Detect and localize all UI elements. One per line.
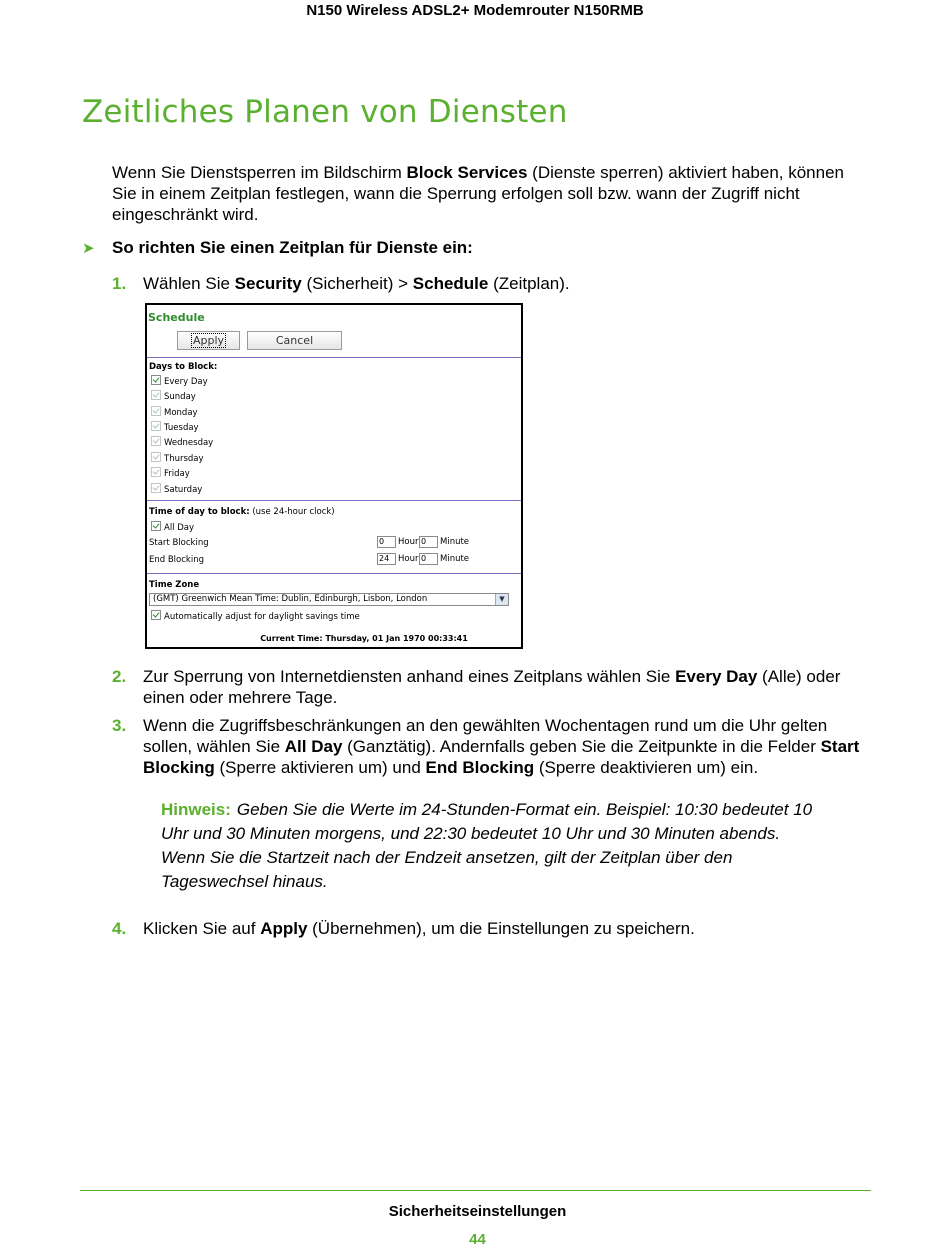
time-zone-label: Time Zone [149, 580, 200, 590]
start-blocking-label: Start Blocking [149, 538, 209, 548]
checkbox-friday[interactable]: Friday [151, 467, 190, 479]
checkbox-daylight-savings[interactable]: Automatically adjust for daylight savings time [151, 610, 360, 622]
checkbox-tuesday[interactable]: Tuesday [151, 421, 199, 433]
intro-paragraph: Wenn Sie Dienstsperren im Bildschirm Block Services (Dienste sperren) aktiviert haben, können Sie in einem Zeitplan festlegen, wann die Sperrung erfolgen soll bzw. wann der Zugriff nicht eingeschränkt wird. [112, 163, 844, 224]
schedule-screenshot [145, 303, 523, 649]
apply-button[interactable]: Apply [177, 331, 240, 350]
checkbox-all-day[interactable]: All Day [151, 521, 194, 533]
checkbox-icon[interactable] [151, 521, 161, 531]
chevron-down-icon[interactable]: ▼ [495, 594, 508, 605]
hour-unit: Hour [398, 537, 419, 547]
step-1: 1. Wählen Sie Security (Sicherheit) > Schedule (Zeitplan). [112, 274, 570, 293]
time-of-day-label: Time of day to block: (use 24-hour clock) [149, 507, 335, 517]
step-4: 4. Klicken Sie auf Apply (Übernehmen), um die Einstellungen zu speichern. [112, 919, 695, 938]
checkbox-monday[interactable]: Monday [151, 406, 198, 418]
cancel-button[interactable]: Cancel [247, 331, 342, 350]
days-to-block-label: Days to Block: [149, 362, 218, 372]
divider [147, 500, 521, 501]
running-header: N150 Wireless ADSL2+ Modemrouter N150RMB [306, 2, 644, 19]
end-blocking-label: End Blocking [149, 555, 204, 565]
checkbox-icon[interactable] [151, 375, 161, 385]
footer-divider [80, 1190, 871, 1191]
time-zone-select[interactable]: (GMT) Greenwich Mean Time: Dublin, Edinburgh, Lisbon, London ▼ [149, 593, 509, 606]
note-label: Hinweis: [161, 800, 231, 819]
checkbox-icon[interactable] [151, 406, 161, 416]
end-minute-input[interactable]: 0 [419, 553, 438, 565]
procedure-heading: ➤ So richten Sie einen Zeitplan für Dienste ein: [82, 238, 473, 257]
checkbox-icon[interactable] [151, 610, 161, 620]
step-3: 3. Wenn die Zugriffsbeschränkungen an den gewählten Wochentagen rund um die Uhr gelten sollen, wählen Sie All Day (Ganztätig). Andernfalls geben Sie die Zeitpunkte in die Felder Start Blocking (Sperre aktivieren um) und End Blocking (Sperre deaktivieren um) ein. [112, 716, 860, 777]
hour-unit: Hour [398, 554, 419, 564]
minute-unit: Minute [440, 537, 470, 547]
note-text: Geben Sie die Werte im 24-Stunden-Format ein. Beispiel: 10:30 bedeutet 10 Uhr und 30 Minuten morgens, und 22:30 bedeutet 10 Uhr und 30 Minuten abends. Wenn Sie die Startzeit nach der Endzeit ansetzen, gilt der Zeitplan über den Tageswechsel hinaus. [161, 800, 813, 891]
footer-chapter: Sicherheitseinstellungen [388, 1203, 567, 1220]
checkbox-icon[interactable] [151, 421, 161, 431]
checkbox-saturday[interactable]: Saturday [151, 483, 202, 495]
end-hour-input[interactable]: 24 [377, 553, 396, 565]
minute-unit: Minute [440, 554, 470, 564]
checkbox-icon[interactable] [151, 452, 161, 462]
arrow-bullet-icon: ➤ [82, 240, 95, 257]
checkbox-every-day[interactable]: Every Day [151, 375, 208, 387]
checkbox-icon[interactable] [151, 390, 161, 400]
divider [147, 357, 521, 358]
start-hour-input[interactable]: 0 [377, 536, 396, 548]
divider [147, 573, 521, 574]
current-time: Current Time: Thursday, 01 Jan 1970 00:33:41 [260, 634, 468, 643]
checkbox-icon[interactable] [151, 436, 161, 446]
checkbox-icon[interactable] [151, 483, 161, 493]
checkbox-icon[interactable] [151, 467, 161, 477]
checkbox-thursday[interactable]: Thursday [151, 452, 204, 464]
note-box [161, 798, 821, 894]
screenshot-title: Schedule [148, 311, 205, 324]
checkbox-wednesday[interactable]: Wednesday [151, 436, 213, 448]
checkbox-sunday[interactable]: Sunday [151, 390, 196, 402]
section-title: Zeitliches Planen von Diensten [82, 94, 568, 130]
step-2: 2. Zur Sperrung von Internetdiensten anhand eines Zeitplans wählen Sie Every Day (Alle) oder einen oder mehrere Tage. [112, 667, 841, 707]
start-minute-input[interactable]: 0 [419, 536, 438, 548]
page-number: 44 [469, 1231, 486, 1248]
